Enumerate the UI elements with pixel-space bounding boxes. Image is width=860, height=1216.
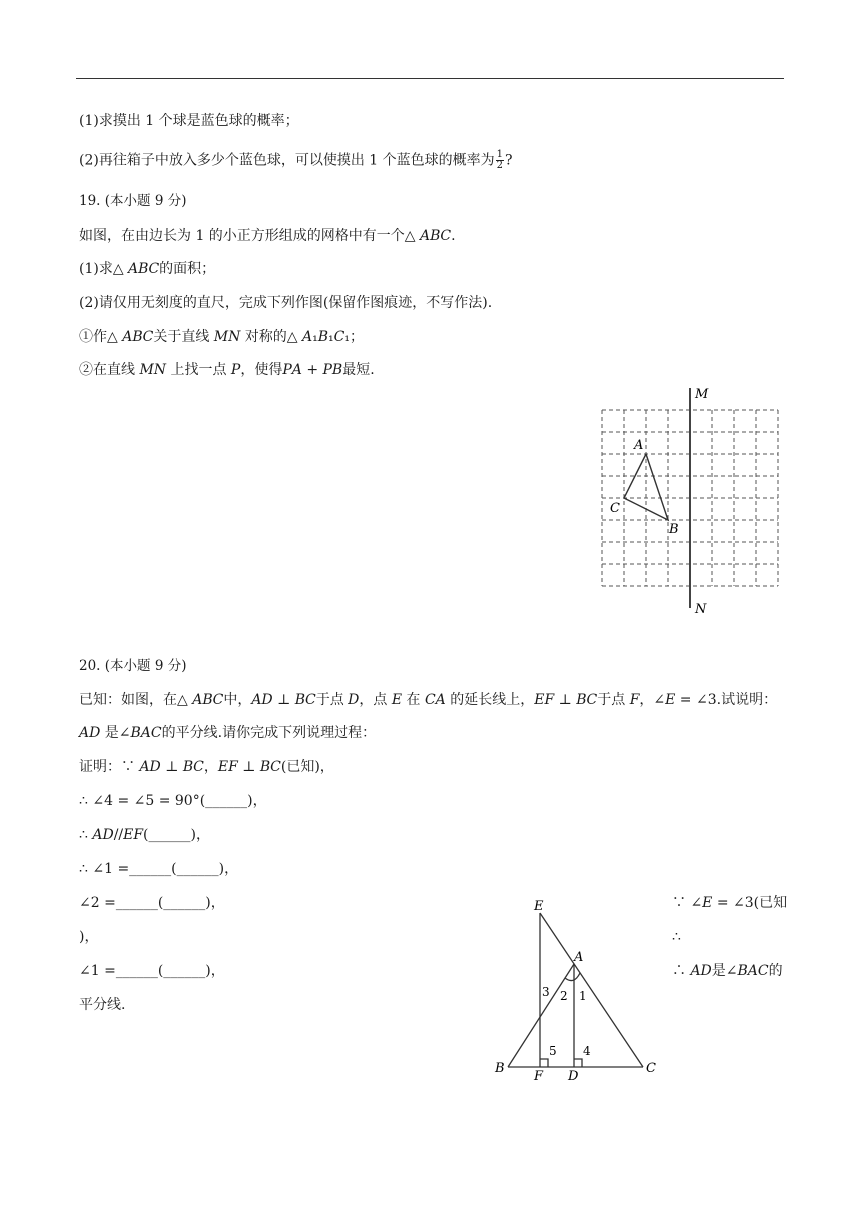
right-angle-f — [540, 1059, 548, 1067]
q18-part1: (1)求摸出 1 个球是蓝色球的概率； — [79, 113, 299, 129]
angle-label-3: 3 — [542, 985, 550, 999]
grid-figure — [596, 382, 786, 618]
header-rule — [76, 78, 784, 79]
q20-right-line1: ∵ ∠𝐸 = ∠3(已知 — [672, 895, 788, 911]
q20-proof-line5-cont: )， — [79, 929, 99, 945]
q18-part2 — [79, 150, 513, 171]
fraction-denominator: 2 — [496, 160, 504, 171]
right-angle-d — [574, 1059, 582, 1067]
q19-part1: (1)求△ 𝐴𝐵𝐶的面积； — [79, 261, 216, 277]
label-a: A — [574, 950, 584, 965]
q20-proof-line7: 平分线. — [79, 997, 126, 1013]
angle-label-1: 1 — [579, 989, 587, 1003]
label-n: N — [695, 602, 707, 617]
q20-proof-line5: ∠2 =______(______)， — [79, 895, 225, 911]
angle-label-5: 5 — [549, 1044, 557, 1058]
label-f: F — [534, 1069, 544, 1084]
label-a: A — [634, 438, 644, 453]
label-c: C — [646, 1061, 656, 1076]
label-b: B — [495, 1061, 505, 1076]
q20-right-line2: ∴ — [672, 929, 681, 945]
q20-proof-line1: 证明：∵ 𝐴𝐷 ⊥ 𝐵𝐶，𝐸𝐹 ⊥ 𝐵𝐶(已知)， — [79, 759, 334, 775]
q19-sub1: ①作△ 𝐴𝐵𝐶关于直线 𝑀𝑁 对称的△ 𝐴₁𝐵₁𝐶₁； — [79, 329, 364, 345]
q20-given-line1: 已知：如图，在△ 𝐴𝐵𝐶中，𝐴𝐷 ⊥ 𝐵𝐶于点 𝐷，点 𝐸 在 𝐶𝐴 的延长线上，𝐸𝐹 ⊥ 𝐵𝐶于点 𝐹，∠𝐸 = ∠3.试说明： — [79, 692, 778, 708]
q18-part2-end: ? — [505, 152, 513, 169]
label-e: E — [534, 899, 544, 914]
segment-ba — [508, 964, 574, 1067]
q19-intro: 如图，在由边长为 1 的小正方形组成的网格中有一个△ 𝐴𝐵𝐶. — [79, 228, 456, 244]
label-b: B — [669, 522, 679, 537]
q18-part2-text: (2)再往箱子中放入多少个蓝色球，可以使摸出 1 个蓝色球的概率为 — [79, 152, 495, 169]
q20-proof-line6: ∠1 =______(______)， — [79, 963, 225, 979]
fraction-numerator: 1 — [496, 149, 504, 160]
q20-header: 20. (本小题 9 分) — [79, 658, 187, 674]
angle-label-4: 4 — [583, 1044, 591, 1058]
triangle-figure — [490, 892, 670, 1084]
q19-header: 19. (本小题 9 分) — [79, 193, 187, 209]
angle-label-2: 2 — [560, 989, 568, 1003]
q20-proof-line2: ∴ ∠4 = ∠5 = 90°(______)， — [79, 793, 267, 809]
q19-part2: (2)请仅用无刻度的直尺，完成下列作图(保留作图痕迹，不写作法). — [79, 295, 493, 311]
q20-proof-line3: ∴ 𝐴𝐷//𝐸𝐹(______)， — [79, 827, 210, 843]
q20-proof-line4: ∴ ∠1 =______(______)， — [79, 861, 239, 877]
label-d: D — [568, 1069, 579, 1084]
q20-right-line3: ∴ 𝐴𝐷是∠𝐵𝐴𝐶的 — [672, 963, 783, 979]
q20-given-line2: 𝐴𝐷 是∠𝐵𝐴𝐶的平分线.请你完成下列说理过程： — [79, 725, 377, 741]
label-c: C — [610, 501, 620, 516]
q19-sub2: ②在直线 𝑀𝑁 上找一点 𝑃，使得𝑃𝐴 + 𝑃𝐵最短. — [79, 362, 375, 378]
q18-fraction — [496, 150, 504, 171]
label-m: M — [695, 387, 709, 402]
